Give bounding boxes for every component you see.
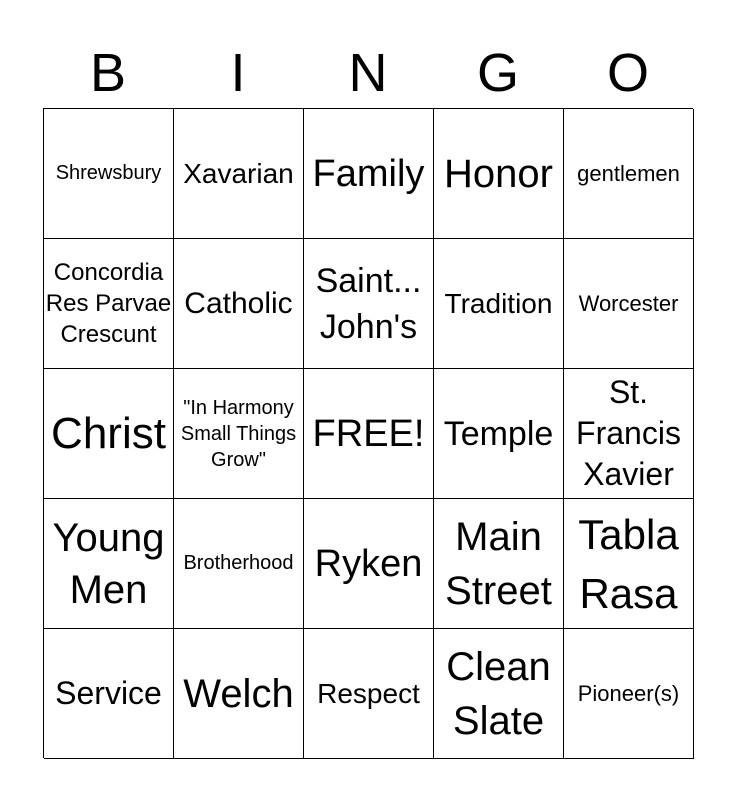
bingo-cell: [304, 239, 434, 369]
bingo-cell: [44, 239, 174, 369]
cell-text: "In Harmony Small Things Grow": [180, 396, 297, 471]
cell-text: Saint... John's: [315, 261, 422, 346]
bingo-cell: [174, 629, 304, 759]
header-letter-b: B: [89, 43, 127, 103]
cell-text: Temple: [443, 414, 554, 453]
bingo-cell: [304, 499, 434, 629]
header-letter-n: N: [348, 43, 388, 103]
bingo-cell: [564, 629, 694, 759]
cell-text: Family: [312, 152, 425, 195]
bingo-cell: [44, 109, 174, 239]
cell-text: Main Street: [445, 514, 552, 613]
bingo-cell: [434, 369, 564, 499]
cell-text: Catholic: [184, 286, 293, 320]
bingo-cell: [44, 499, 174, 629]
cell-text: Honor: [444, 151, 553, 196]
bingo-cell: [174, 239, 304, 369]
cell-text: FREE!: [312, 412, 425, 455]
cell-text: Pioneer(s): [577, 681, 680, 706]
bingo-cell: [174, 369, 304, 499]
bingo-cell: [434, 239, 564, 369]
cell-text: Young Men: [52, 515, 165, 612]
bingo-card-grid: [43, 108, 693, 758]
cell-text: St. Francis Xavier: [576, 374, 681, 492]
bingo-cell: [564, 239, 694, 369]
bingo-cell: [564, 499, 694, 629]
cell-text: Ryken: [314, 542, 423, 585]
cell-text: Shrewsbury: [55, 162, 162, 184]
bingo-cell: [174, 499, 304, 629]
bingo-cell: [304, 629, 434, 759]
cell-text: Welch: [183, 671, 294, 716]
bingo-cell: [434, 629, 564, 759]
bingo-cell: [304, 369, 434, 499]
bingo-cell: [564, 109, 694, 239]
cell-text: Worcester: [578, 291, 679, 316]
bingo-cell: [434, 499, 564, 629]
cell-text: Christ: [51, 408, 166, 458]
header-letter-o: O: [606, 43, 649, 103]
bingo-header: [43, 38, 693, 108]
cell-text: Brotherhood: [183, 552, 294, 574]
bingo-cell: [434, 109, 564, 239]
cell-text: Xavarian: [183, 157, 294, 189]
cell-text: Concordia Res Parvae Crescunt: [45, 259, 172, 348]
bingo-cell: [44, 629, 174, 759]
cell-text: Respect: [317, 677, 420, 709]
cell-text: Tradition: [444, 287, 553, 319]
cell-text: Clean Slate: [446, 644, 551, 743]
cell-text: Tabla Rasa: [578, 510, 679, 617]
header-letter-i: I: [230, 43, 246, 103]
bingo-cell: [304, 109, 434, 239]
header-letter-g: G: [476, 43, 519, 103]
cell-text: Service: [55, 675, 162, 711]
bingo-cell: [564, 369, 694, 499]
bingo-cell: [44, 369, 174, 499]
bingo-cell: [174, 109, 304, 239]
cell-text: gentlemen: [577, 161, 680, 186]
